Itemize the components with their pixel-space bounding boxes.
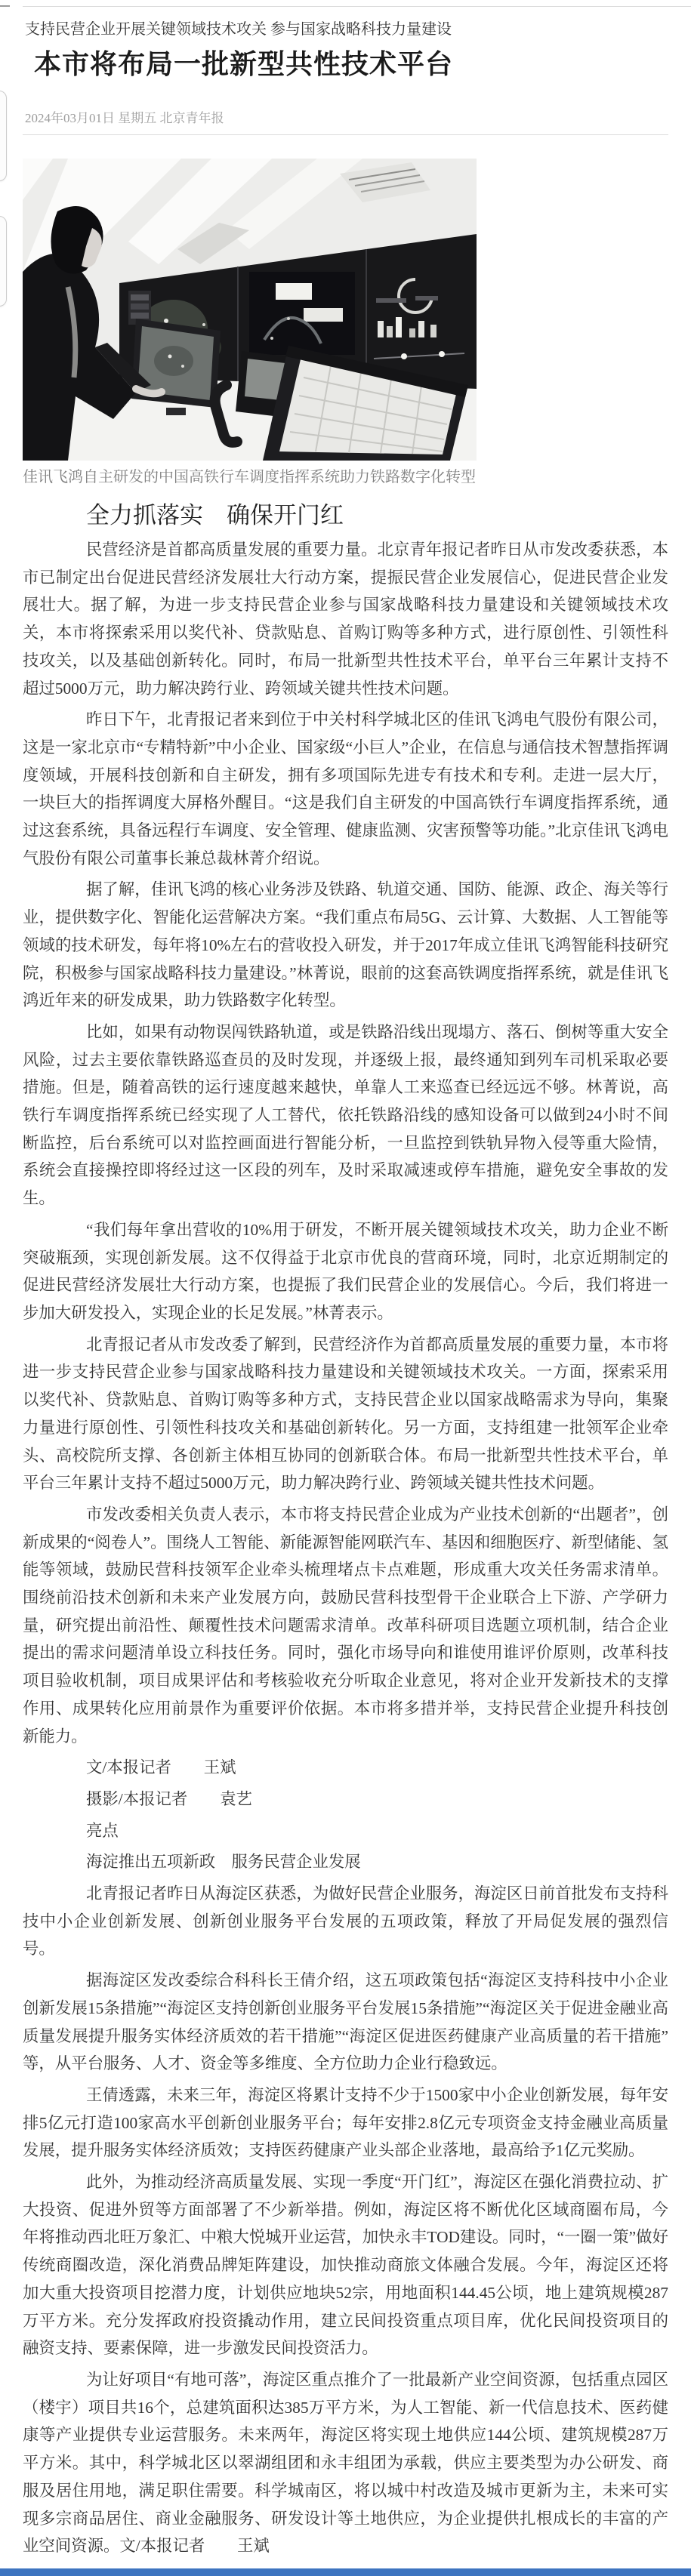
article-photo	[23, 159, 477, 461]
byline-photographer: 摄影/本报记者 袁艺	[86, 1789, 252, 1808]
top-divider	[23, 6, 691, 7]
body-paragraph: 此外，为推动经济高质量发展、实现一季度“开门红”，海淀区在强化消费拉动、扩大投资、促进外贸等方面部署了不少新举措。例如，海淀区将不断优化区域商圈布局，今年将推动西北旺万象汇、中粮大悦城开业运营，加快永丰TOD建设。同时，“一圈一策”做好传统商圈改造，深化消费品牌矩阵建设，加快推动商旅文体融合发展。今年，海淀区还将加大重大投资项目挖潜力度，计划供应地块52宗，用地面积144.45公顷，地上建筑规模287万平方米。充分发挥政府投资撬动作用，建立民间投资重点项目库，优化民间投资项目的融资支持、要素保障，进一步激发民间投资活力。	[23, 2173, 668, 2358]
body-paragraph: 北青报记者从市发改委了解到，民营经济作为首都高质量发展的重要力量，本市将进一步支持民营企业参与国家战略科技力量建设和关键领域技术攻关。一方面，探索采用以奖代补、贷款贴息、首购订购等多种方式，支持民营企业以国家战略需求为导向，集聚力量进行原创性、引领性科技攻关和基础创新转化。另一方面，支持组建一批领军企业牵头、高校院所支撑、各创新主体相互协同的创新联合体。布局一批新型共性技术平台，单平台三年累计支持不超过5000万元，助力解决跨行业、跨领域关键共性技术问题。	[23, 1335, 668, 1493]
body-paragraph: 比如，如果有动物误闯铁路轨道，或是铁路沿线出现塌方、落石、倒树等重大安全风险，过去主要依靠铁路巡查员的及时发现，并逐级上报，最终通知到列车司机采取必要措施。但是，随着高铁的运行速度越来越快，单靠人工来巡查已经远远不够。林菁说，高铁行车调度指挥系统已经实现了人工替代，依托铁路沿线的感知设备可以做到24小时不间断监控，后台系统可以对监控画面进行智能分析，一旦监控到铁轨异物入侵等重大险情，系统会直接操控即将经过这一区段的列车，及时采取减速或停车措施，避免安全事故的发生。	[23, 1022, 668, 1208]
body-paragraph: “我们每年拿出营收的10%用于研发，不断开展关键领域技术攻关，助力企业不断突破瓶颈，实现创新发展。这不仅得益于北京市优良的营商环境，同时，北京近期制定的促进民营经济发展壮大行动方案，也提振了我们民营企业的发展信心。今后，我们将进一步加大研发投入，实现企业的长足发展。”林菁表示。	[23, 1220, 668, 1322]
side-panel-stub[interactable]	[0, 91, 7, 181]
body-paragraph: 昨日下午，北青报记者来到位于中关村科学城北区的佳讯飞鸿电气股份有限公司，这是一家北京市“专精特新”中小企业、国家级“小巨人”企业，在信息与通信技术智慧指挥调度领域，开展科技创新和自主研发，拥有多项国际先进专有技术和专利。走进一层大厅，一块巨大的指挥调度大屏格外醒目。“这是我们自主研发的中国高铁行车调度指挥系统，通过这套系统，具备远程行车调度、安全管理、健康监测、灾害预警等功能。”北京佳讯飞鸿电气股份有限公司董事长兼总裁林菁介绍说。	[23, 710, 668, 867]
left-edge-tick	[0, 5, 10, 7]
article-figure	[23, 159, 668, 487]
body-paragraph: 为让好项目“有地可落”，海淀区重点推介了一批最新产业空间资源，包括重点园区（楼宇）项目共16个，总建筑面积达385万平方米，为人工智能、新一代信息技术、医药健康等产业提供专业运营服务。未来两年，海淀区将实现土地供应144公顷、建筑规模287万平方米。其中，科学城北区以翠湖组团和永丰组团为承载，供应主要类型为办公研发、商服及居住用地，满足职住需要。科学城南区，将以城中村改造及城市更新为主，未来可实现多宗商品居住、商业金融服务、研发设计等土地供应，为企业提供扎根成长的丰富的产业空间资源。文/本报记者 王斌	[23, 2371, 668, 2556]
section1-headline: 全力抓落实 确保开门红	[86, 502, 344, 528]
body-paragraph: 王倩透露，未来三年，海淀区将累计支持不少于1500家中小企业创新发展，每年安排5亿元打造100家高水平创新创业服务平台；每年安排2.8亿元专项资金支持金融业高质量发展，提升服务实体经济质效；支持医药健康产业头部企业落地，最高给予1亿元奖励。	[23, 2085, 668, 2160]
section2-label: 亮点	[86, 1821, 119, 1840]
bottom-bar	[0, 2568, 691, 2576]
section1-paragraphs	[23, 536, 668, 1750]
photo-dispatch-screen	[249, 272, 355, 355]
kicker: 支持民营企业开展关键领域技术攻关 参与国家战略科技力量建设	[25, 21, 452, 38]
side-panel-stub[interactable]	[0, 216, 7, 307]
body-paragraph: 北青报记者昨日从海淀区获悉，为做好民营企业服务，海淀区日前首批发布支持科技中小企业创新发展、创新创业服务平台发展的五项政策，释放了开局促发展的强烈信号。	[23, 1884, 668, 1958]
body-paragraph: 据了解，佳讯飞鸿的核心业务涉及铁路、轨道交通、国防、能源、政企、海关等行业，提供数字化、智能化运营解决方案。“我们重点布局5G、云计算、大数据、人工智能等领域的技术研发，每年将10%左右的营收投入研发，并于2017年成立佳讯飞鸿智能科技研究院，积极参与国家战略科技力量建设。”林菁说，眼前的这套高铁调度指挥系统，就是佳讯飞鸿近年来的研发成果，助力铁路数字化转型。	[23, 880, 668, 1010]
article-body	[23, 536, 668, 2560]
photo-caption: 佳讯飞鸿自主研发的中国高铁行车调度指挥系统助力铁路数字化转型	[23, 469, 476, 485]
body-paragraph: 市发改委相关负责人表示，本市将支持民营企业成为产业技术创新的“出题者”，创新成果的“阅卷人”。围绕人工智能、新能源智能网联汽车、基因和细胞医疗、新型储能、氢能等领域，鼓励民营科技领军企业牵头梳理堵点卡点难题，形成重大攻关任务需求清单。围绕前沿技术创新和未来产业发展方向，鼓励民营科技型骨干企业联合上下游、产学研力量，研究提出前沿性、颠覆性技术问题需求清单。改革科研项目选题立项机制，结合企业提出的需求问题清单设立科技任务。同时，强化市场导向和谁使用谁评价原则，改革科技项目验收机制，项目成果评估和考核验收充分听取企业意见，将对企业开发新技术的支撑作用、成果转化应用前景作为重要评价依据。本市将多措并举，支持民营企业提升科技创新能力。	[23, 1505, 668, 1746]
section2-paragraphs	[23, 1880, 668, 2560]
body-paragraph: 据海淀区发改委综合科科长王倩介绍，这五项政策包括“海淀区支持科技中小企业创新发展15条措施”“海淀区支持创新创业服务平台发展15条措施”“海淀区关于促进金融业高质量发展提升服务实体经济质效的若干措施”“海淀区促进医药健康产业高质量的若干措施”等，从平台服务、人才、资金等多维度、全方位助力企业行稳致远。	[23, 1971, 668, 2073]
byline-writer: 文/本报记者 王斌	[86, 1758, 236, 1777]
section2-headline: 海淀推出五项新政 服务民营企业发展	[86, 1853, 361, 1872]
header-divider	[23, 134, 668, 135]
dateline: 2024年03月01日 星期五 北京青年报	[25, 111, 224, 125]
page-title: 本市将布局一批新型共性技术平台	[34, 49, 454, 79]
article-content	[0, 20, 691, 2560]
body-paragraph: 民营经济是首都高质量发展的重要力量。北京青年报记者昨日从市发改委获悉，本市已制定出台促进民营经济发展壮大行动方案，提振民营企业发展信心，促进民营企业发展壮大。据了解，为进一步支持民营企业参与国家战略科技力量建设和关键领域技术攻关，本市将探索采用以奖代补、贷款贴息、首购订购等多种方式，进行原创性、引领性科技攻关，以及基础创新转化。同时，布局一批新型共性技术平台，单平台三年累计支持不超过5000万元，助力解决跨行业、跨领域关键共性技术问题。	[23, 541, 668, 698]
